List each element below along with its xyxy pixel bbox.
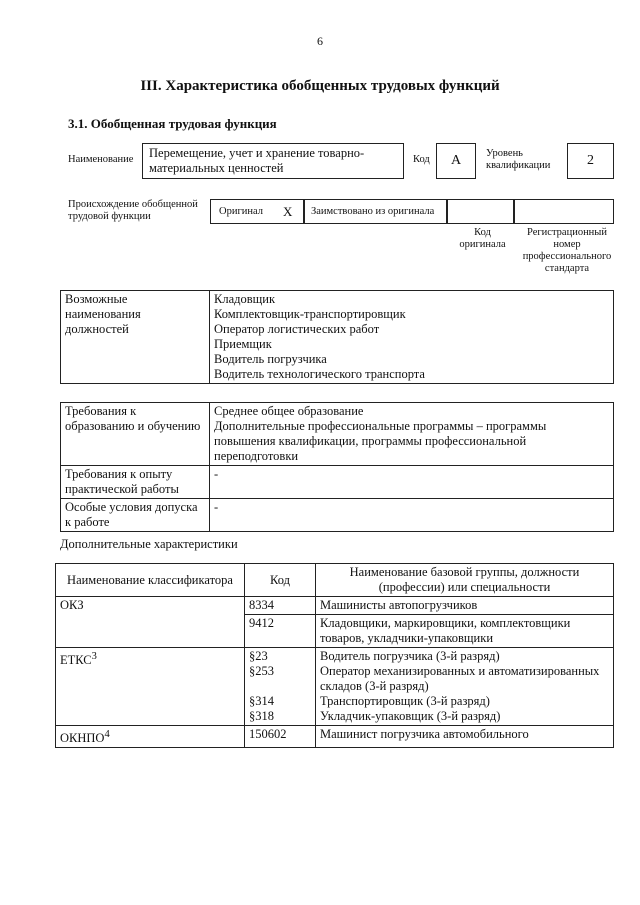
- level-box: [567, 143, 614, 179]
- education-line: Дополнительные профессиональные программы – программы повышения квалификации, программы профессиональной переподготовки: [214, 419, 547, 463]
- col-name-header: Наименование базовой группы, должности (профессии) или специальности: [316, 564, 614, 597]
- code-original-caption: Код оригинала: [459, 227, 506, 250]
- code-box: [436, 143, 476, 179]
- function-name-value: Перемещение, учет и хранение товарно-материальных ценностей: [149, 146, 365, 175]
- position-item: Оператор логистических работ: [214, 322, 380, 336]
- etks-code: §253: [249, 664, 274, 678]
- position-item: Водитель погрузчика: [214, 352, 327, 366]
- experience-value: -: [210, 466, 614, 499]
- etks-name: Транспортировщик (3-й разряд): [320, 694, 490, 708]
- origin-label: Происхождение обобщенной трудовой функции: [68, 199, 198, 222]
- education-label: Требования к образованию и обучению: [61, 403, 210, 466]
- col-classifier-header: Наименование классификатора: [56, 564, 245, 597]
- classifiers-table: [55, 563, 614, 748]
- positions-table: [60, 290, 614, 384]
- position-item: Водитель технологического транспорта: [214, 367, 425, 381]
- etks-label: ЕТКС: [60, 653, 92, 668]
- oknpo-name: Машинист погрузчика автомобильного: [316, 726, 614, 748]
- code-value: А: [450, 153, 462, 168]
- position-item: Приемщик: [214, 337, 272, 351]
- conditions-label: Особые условия допуска к работе: [61, 499, 210, 532]
- okz-name: Кладовщики, маркировщики, комплектовщики товаров, укладчики-упаковщики: [316, 615, 614, 648]
- etks-label-cell: [56, 648, 245, 726]
- positions-list: [210, 291, 614, 384]
- page-number: 6: [317, 34, 323, 48]
- education-value: [210, 403, 614, 466]
- positions-label: Возможные наименования должностей: [61, 291, 210, 384]
- original-code-cell: [447, 199, 514, 224]
- okz-name: Машинисты автопогрузчиков: [316, 597, 614, 615]
- oknpo-footnote: 4: [104, 729, 110, 740]
- borrowed-cell: [304, 199, 447, 224]
- subsection-title: 3.1. Обобщенная трудовая функция: [68, 116, 277, 131]
- etks-codes: [245, 648, 316, 726]
- etks-code: §23: [249, 649, 268, 663]
- level-value: 2: [587, 153, 594, 168]
- original-mark: X: [283, 204, 293, 219]
- position-item: Комплектовщик-транспортировщик: [214, 307, 406, 321]
- requirements-table: [60, 402, 614, 532]
- original-label: Оригинал: [219, 206, 263, 217]
- oknpo-label: ОКНПО: [60, 731, 105, 746]
- reg-number-cell: [514, 199, 614, 224]
- additional-title: Дополнительные характеристики: [60, 537, 238, 551]
- okz-label: ОКЗ: [56, 597, 245, 648]
- education-line: Среднее общее образование: [214, 404, 364, 418]
- etks-name: Укладчик-упаковщик (3-й разряд): [320, 709, 501, 723]
- experience-label: Требования к опыту практической работы: [61, 466, 210, 499]
- level-label: Уровень квалификации: [486, 148, 551, 171]
- section-title: III. Характеристика обобщенных трудовых функций: [140, 78, 500, 94]
- etks-names: [316, 648, 614, 726]
- okz-code: 9412: [245, 615, 316, 648]
- reg-number-caption: Регистрационный номер профессионального стандарта: [522, 227, 612, 274]
- function-name-box: [142, 143, 404, 179]
- col-code-header: Код: [245, 564, 316, 597]
- code-label: Код: [413, 154, 430, 165]
- oknpo-code: 150602: [245, 726, 316, 748]
- etks-code: §318: [249, 709, 274, 723]
- etks-footnote: 3: [91, 651, 97, 662]
- original-cell: [210, 199, 304, 224]
- oknpo-label-cell: [56, 726, 245, 748]
- name-label: Наименование: [68, 154, 134, 165]
- etks-code: §314: [249, 694, 274, 708]
- borrowed-label: Заимствовано из оригинала: [311, 206, 435, 217]
- okz-code: 8334: [245, 597, 316, 615]
- position-item: Кладовщик: [214, 292, 276, 306]
- etks-name: Оператор механизированных и автоматизированных складов (3-й разряд): [320, 664, 600, 693]
- conditions-value: -: [210, 499, 614, 532]
- etks-name: Водитель погрузчика (3-й разряд): [320, 649, 500, 663]
